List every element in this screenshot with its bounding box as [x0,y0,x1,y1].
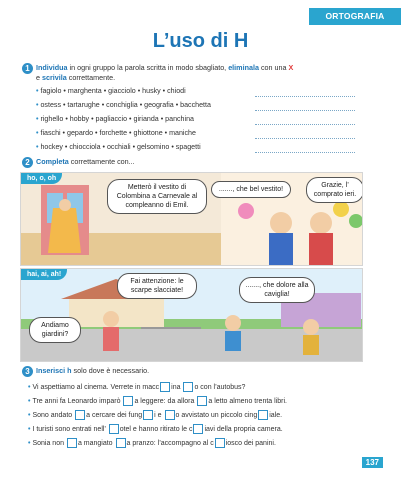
list-item: • fagiolo • marghenta • giacciolo • husky • chiodi [36,87,186,95]
answer-box[interactable] [193,424,203,434]
exercise-2-instructions: Completa correttamente con... [36,157,135,166]
answer-line[interactable] [255,123,355,125]
speech-bubble[interactable]: ......., che dolore alla caviglia! [239,277,315,303]
sentence-line: • Sonia non a mangiato a pranzo: l’accompagno al c iosco dei panini. [28,439,276,447]
answer-box[interactable] [258,410,268,420]
list-item: • righello • hobby • pagliaccio • girianda • panchina [36,115,194,123]
answer-line[interactable] [255,151,355,153]
scene-2-label: hai, ai, ah! [21,269,67,280]
exercise-2-number: 2 [22,157,33,168]
answer-box[interactable] [165,410,175,420]
speech-bubble[interactable]: Andiamo giardini? [29,317,81,343]
answer-box[interactable] [75,410,85,420]
illustration-scene-1 [20,172,363,266]
exercise-3-instructions: Inserisci h solo dove è necessario. [36,366,150,375]
answer-box[interactable] [160,382,170,392]
speech-bubble[interactable]: Grazie, l’ comprato ieri. [306,177,363,203]
page-title: L’uso di H [152,30,249,52]
answer-box[interactable] [109,424,119,434]
exercise-1-number: 1 [22,63,33,74]
answer-line[interactable] [255,137,355,139]
speech-bubble[interactable]: Fai attenzione: le scarpe slacciate! [117,273,197,299]
answer-box[interactable] [197,396,207,406]
sentence-line: • Vi aspettiamo al cinema. Verrete in macc ina o con l’autobus? [28,383,246,391]
illustration-scene-2 [20,268,363,362]
sentence-line: • I turisti sono entrati nell’ otel e hanno ritirato le c iavi della propria camera. [28,425,283,433]
scene-1-label: ho, o, oh [21,173,62,184]
section-tag: ORTOGRAFIA [309,8,401,25]
sentence-line: • Tre anni fa Leonardo imparò a leggere: da allora a letto almeno trenta libri. [28,397,287,405]
answer-line[interactable] [255,95,355,97]
exercise-3-number: 3 [22,366,33,377]
answer-box[interactable] [116,438,126,448]
answer-box[interactable] [67,438,77,448]
speech-bubble[interactable]: ......., che bel vestito! [211,181,291,198]
answer-line[interactable] [255,109,355,111]
list-item: • ostess • tartarughe • conchiglia • geografia • bacchetta [36,101,211,109]
list-item: • hockey • chiocciola • occhiali • gelsomino • spagetti [36,143,201,151]
exercise-1-instructions: Individua in ogni gruppo la parola scritta in modo sbagliato, eliminala con una X e scrivila correttamente. [36,63,294,82]
answer-box[interactable] [123,396,133,406]
answer-box[interactable] [215,438,225,448]
sentence-line: • Sono andato a cercare dei fung i e o avvistato un piccolo cing iale. [28,411,283,419]
list-item: • fiaschi • gepardo • forchette • ghiottone • maniche [36,129,196,137]
speech-bubble: Metterò il vestito di Colombina a Carnevale al compleanno di Emil. [107,179,207,214]
page-number: 137 [362,457,383,468]
answer-box[interactable] [143,410,153,420]
answer-box[interactable] [183,382,193,392]
